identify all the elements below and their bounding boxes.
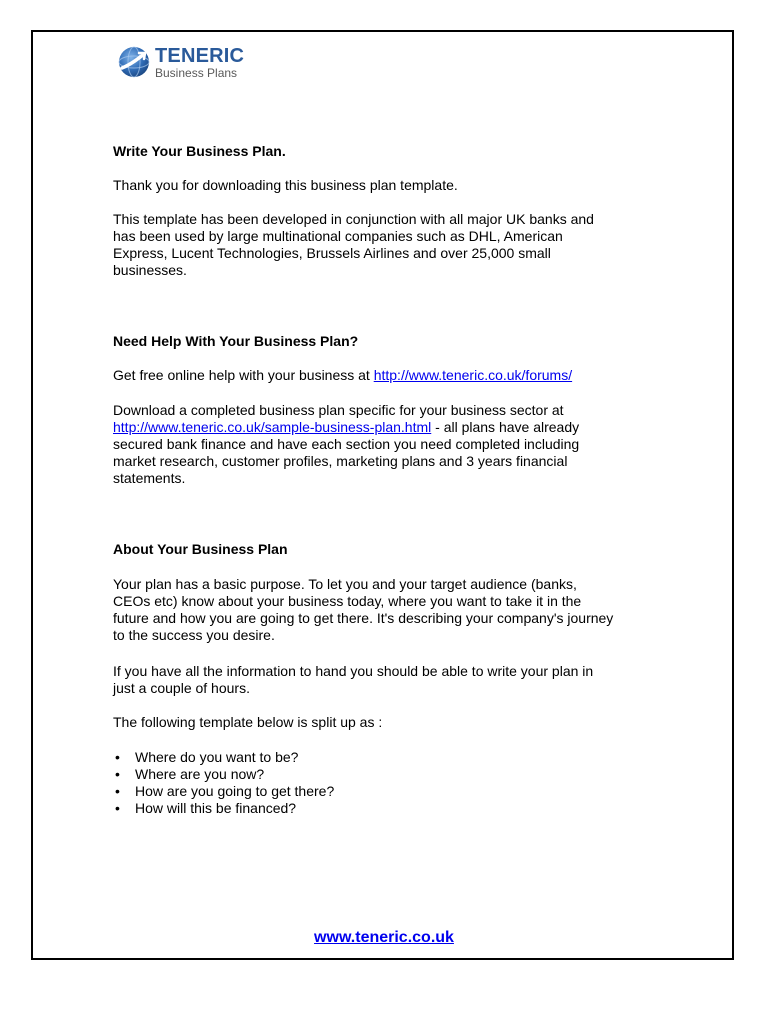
text-line: businesses. xyxy=(113,262,187,278)
text-line: statements. xyxy=(113,470,186,486)
forums-link[interactable]: http://www.teneric.co.uk/forums/ xyxy=(373,367,573,383)
text-line: Your plan has a basic purpose. To let you and your target audience (banks, xyxy=(113,576,577,592)
list-item: • How will this be financed? xyxy=(115,800,297,816)
bullet-icon: • xyxy=(115,749,120,765)
bullet-icon: • xyxy=(115,783,120,799)
text-line: market research, customer profiles, marketing plans and 3 years financial xyxy=(113,453,568,469)
logo-name: TENERIC xyxy=(155,44,245,67)
text-line: Download a completed business plan specific for your business sector at xyxy=(113,402,564,418)
text-line: Express, Lucent Technologies, Brussels Airlines and over 25,000 small xyxy=(113,245,551,261)
section-heading-write: Write Your Business Plan. xyxy=(113,143,286,159)
website-footer-link[interactable]: www.teneric.co.uk xyxy=(314,929,454,946)
purpose-paragraph xyxy=(113,576,653,644)
download-plan-paragraph xyxy=(113,402,653,487)
teneric-logo xyxy=(117,45,244,79)
section-heading-about: About Your Business Plan xyxy=(113,541,288,557)
bullet-icon: • xyxy=(115,766,120,782)
text-line: has been used by large multinational companies such as DHL, American xyxy=(113,228,563,244)
text-line: - all plans have already xyxy=(431,419,580,435)
text-line: future and how you are going to get there. It's describing your company's journey xyxy=(113,610,614,626)
sample-plan-link[interactable]: http://www.teneric.co.uk/sample-business-plan.html xyxy=(113,419,432,435)
globe-logo-icon xyxy=(117,45,151,79)
section-heading-help: Need Help With Your Business Plan? xyxy=(113,333,359,349)
bullet-icon: • xyxy=(115,800,120,816)
template-split-paragraph: The following template below is split up as : xyxy=(113,714,383,730)
text-line: Get free online help with your business at xyxy=(113,367,374,383)
online-help-paragraph xyxy=(113,367,653,384)
thank-you-paragraph: Thank you for downloading this business plan template. xyxy=(113,177,458,193)
text-line: If you have all the information to hand you should be able to write your plan in xyxy=(113,663,594,679)
footer xyxy=(0,929,768,947)
text-line: secured bank finance and have each section you need completed including xyxy=(113,436,580,452)
template-info-paragraph xyxy=(113,211,653,279)
list-item: • Where do you want to be? xyxy=(115,749,299,765)
text-line: to the success you desire. xyxy=(113,627,275,643)
page-frame xyxy=(31,30,734,960)
time-estimate-paragraph xyxy=(113,663,653,697)
text-line: just a couple of hours. xyxy=(113,680,250,696)
text-line: This template has been developed in conjunction with all major UK banks and xyxy=(113,211,594,227)
template-sections-list xyxy=(113,749,653,817)
text-line: CEOs etc) know about your business today, where you want to take it in the xyxy=(113,593,582,609)
list-item: • Where are you now? xyxy=(115,766,265,782)
logo-tagline: Business Plans xyxy=(155,65,238,80)
list-item: • How are you going to get there? xyxy=(115,783,335,799)
